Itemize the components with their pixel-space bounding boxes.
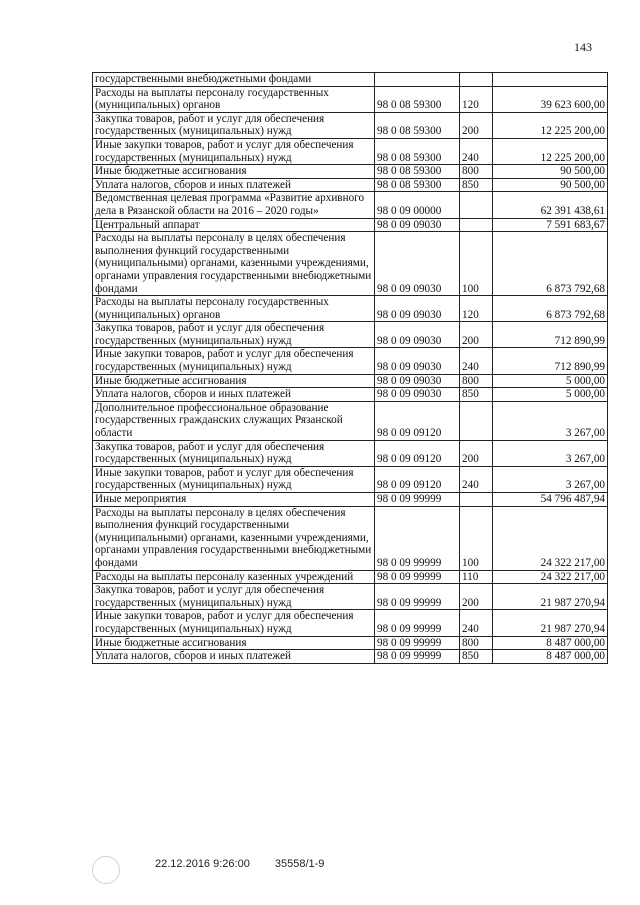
row-type: 100 bbox=[460, 506, 493, 570]
footer-doc-id: 35558/1-9 bbox=[274, 858, 325, 870]
row-code: 98 0 09 09030 bbox=[375, 218, 460, 232]
row-name: Уплата налогов, сборов и иных платежей bbox=[93, 388, 375, 402]
table-row bbox=[93, 232, 608, 296]
table-row bbox=[93, 86, 608, 112]
table-row bbox=[93, 296, 608, 322]
row-code bbox=[375, 73, 460, 87]
row-amount: 21 987 270,94 bbox=[493, 610, 608, 636]
table-row bbox=[93, 493, 608, 507]
row-code: 98 0 09 99999 bbox=[375, 506, 460, 570]
table-row bbox=[93, 570, 608, 584]
row-amount: 7 591 683,67 bbox=[493, 218, 608, 232]
row-type: 240 bbox=[460, 610, 493, 636]
row-type: 200 bbox=[460, 112, 493, 138]
row-amount: 712 890,99 bbox=[493, 348, 608, 374]
budget-table-body bbox=[93, 73, 608, 664]
row-amount: 21 987 270,94 bbox=[493, 584, 608, 610]
table-row bbox=[93, 650, 608, 664]
table-row bbox=[93, 348, 608, 374]
row-amount: 3 267,00 bbox=[493, 440, 608, 466]
row-code: 98 0 09 09030 bbox=[375, 296, 460, 322]
table-row bbox=[93, 466, 608, 492]
row-code: 98 0 09 99999 bbox=[375, 570, 460, 584]
row-code: 98 0 09 09030 bbox=[375, 388, 460, 402]
row-code: 98 0 08 59300 bbox=[375, 165, 460, 179]
table-row bbox=[93, 636, 608, 650]
row-code: 98 0 08 59300 bbox=[375, 138, 460, 164]
row-amount: 3 267,00 bbox=[493, 466, 608, 492]
row-name: государственными внебюджетными фондами bbox=[93, 73, 375, 87]
row-name: Дополнительное профессиональное образование государственных гражданских служащих Рязанской области bbox=[93, 401, 375, 440]
row-code: 98 0 09 09030 bbox=[375, 322, 460, 348]
row-name: Центральный аппарат bbox=[93, 218, 375, 232]
row-amount: 39 623 600,00 bbox=[493, 86, 608, 112]
row-name: Уплата налогов, сборов и иных платежей bbox=[93, 178, 375, 192]
seal-stamp bbox=[92, 856, 120, 884]
page-number: 143 bbox=[574, 40, 592, 54]
row-amount: 6 873 792,68 bbox=[493, 232, 608, 296]
row-code: 98 0 09 99999 bbox=[375, 610, 460, 636]
row-name: Ведомственная целевая программа «Развитие архивного дела в Рязанской области на 2016 – 2020 годы» bbox=[93, 192, 375, 218]
row-name: Расходы на выплаты персоналу в целях обеспечения выполнения функций государственными (муниципальными) органами, казенными учреждениями, органами управления государственными внебюджетными фондами bbox=[93, 506, 375, 570]
row-name: Закупка товаров, работ и услуг для обеспечения государственных (муниципальных) нужд bbox=[93, 440, 375, 466]
row-type: 850 bbox=[460, 178, 493, 192]
row-amount: 5 000,00 bbox=[493, 374, 608, 388]
row-type: 850 bbox=[460, 650, 493, 664]
table-row bbox=[93, 192, 608, 218]
row-type: 200 bbox=[460, 322, 493, 348]
table-row bbox=[93, 610, 608, 636]
row-code: 98 0 09 09120 bbox=[375, 401, 460, 440]
table-row bbox=[93, 112, 608, 138]
footer bbox=[155, 858, 346, 870]
table-row bbox=[93, 388, 608, 402]
row-name: Иные закупки товаров, работ и услуг для обеспечения государственных (муниципальных) нужд bbox=[93, 466, 375, 492]
row-type: 200 bbox=[460, 584, 493, 610]
row-name: Иные бюджетные ассигнования bbox=[93, 636, 375, 650]
table-row bbox=[93, 165, 608, 179]
table-row bbox=[93, 374, 608, 388]
row-type: 110 bbox=[460, 570, 493, 584]
row-code: 98 0 09 09030 bbox=[375, 374, 460, 388]
row-amount: 24 322 217,00 bbox=[493, 506, 608, 570]
table-row bbox=[93, 440, 608, 466]
row-type: 850 bbox=[460, 388, 493, 402]
row-name: Закупка товаров, работ и услуг для обеспечения государственных (муниципальных) нужд bbox=[93, 584, 375, 610]
table-row bbox=[93, 73, 608, 87]
row-amount bbox=[493, 73, 608, 87]
row-type: 240 bbox=[460, 138, 493, 164]
row-name: Расходы на выплаты персоналу государственных (муниципальных) органов bbox=[93, 296, 375, 322]
row-code: 98 0 09 00000 bbox=[375, 192, 460, 218]
row-code: 98 0 09 09030 bbox=[375, 348, 460, 374]
row-name: Закупка товаров, работ и услуг для обеспечения государственных (муниципальных) нужд bbox=[93, 322, 375, 348]
row-amount: 5 000,00 bbox=[493, 388, 608, 402]
row-type: 800 bbox=[460, 165, 493, 179]
row-code: 98 0 09 99999 bbox=[375, 584, 460, 610]
row-type bbox=[460, 218, 493, 232]
row-type: 120 bbox=[460, 296, 493, 322]
table-row bbox=[93, 218, 608, 232]
row-name: Иные закупки товаров, работ и услуг для обеспечения государственных (муниципальных) нужд bbox=[93, 348, 375, 374]
row-name: Иные закупки товаров, работ и услуг для обеспечения государственных (муниципальных) нужд bbox=[93, 610, 375, 636]
row-type: 240 bbox=[460, 466, 493, 492]
row-amount: 62 391 438,61 bbox=[493, 192, 608, 218]
row-code: 98 0 09 99999 bbox=[375, 636, 460, 650]
row-code: 98 0 09 09120 bbox=[375, 466, 460, 492]
row-name: Закупка товаров, работ и услуг для обеспечения государственных (муниципальных) нужд bbox=[93, 112, 375, 138]
row-amount: 6 873 792,68 bbox=[493, 296, 608, 322]
row-type: 240 bbox=[460, 348, 493, 374]
table-row bbox=[93, 506, 608, 570]
row-code: 98 0 08 59300 bbox=[375, 86, 460, 112]
table-row bbox=[93, 401, 608, 440]
row-name: Расходы на выплаты персоналу казенных учреждений bbox=[93, 570, 375, 584]
row-type: 200 bbox=[460, 440, 493, 466]
row-name: Иные мероприятия bbox=[93, 493, 375, 507]
row-amount: 8 487 000,00 bbox=[493, 636, 608, 650]
row-type bbox=[460, 73, 493, 87]
footer-datetime: 22.12.2016 9:26:00 bbox=[155, 858, 250, 870]
table-row bbox=[93, 178, 608, 192]
row-type: 800 bbox=[460, 374, 493, 388]
row-code: 98 0 08 59300 bbox=[375, 112, 460, 138]
row-type bbox=[460, 401, 493, 440]
table-row bbox=[93, 584, 608, 610]
row-name: Иные бюджетные ассигнования bbox=[93, 165, 375, 179]
row-amount: 24 322 217,00 bbox=[493, 570, 608, 584]
budget-table bbox=[92, 72, 608, 664]
row-name: Иные закупки товаров, работ и услуг для обеспечения государственных (муниципальных) нужд bbox=[93, 138, 375, 164]
row-type bbox=[460, 192, 493, 218]
row-amount: 12 225 200,00 bbox=[493, 112, 608, 138]
row-name: Расходы на выплаты персоналу в целях обеспечения выполнения функций государственными (муниципальными) органами, казенными учреждениями, органами управления государственными внебюджетными фондами bbox=[93, 232, 375, 296]
row-type: 120 bbox=[460, 86, 493, 112]
row-code: 98 0 09 99999 bbox=[375, 493, 460, 507]
row-name: Уплата налогов, сборов и иных платежей bbox=[93, 650, 375, 664]
row-name: Расходы на выплаты персоналу государственных (муниципальных) органов bbox=[93, 86, 375, 112]
table-row bbox=[93, 138, 608, 164]
row-code: 98 0 08 59300 bbox=[375, 178, 460, 192]
row-code: 98 0 09 09030 bbox=[375, 232, 460, 296]
row-code: 98 0 09 09120 bbox=[375, 440, 460, 466]
row-amount: 54 796 487,94 bbox=[493, 493, 608, 507]
row-amount: 90 500,00 bbox=[493, 178, 608, 192]
row-type: 800 bbox=[460, 636, 493, 650]
row-amount: 712 890,99 bbox=[493, 322, 608, 348]
row-amount: 3 267,00 bbox=[493, 401, 608, 440]
row-amount: 8 487 000,00 bbox=[493, 650, 608, 664]
row-type bbox=[460, 493, 493, 507]
row-name: Иные бюджетные ассигнования bbox=[93, 374, 375, 388]
row-amount: 90 500,00 bbox=[493, 165, 608, 179]
row-code: 98 0 09 99999 bbox=[375, 650, 460, 664]
table-row bbox=[93, 322, 608, 348]
row-type: 100 bbox=[460, 232, 493, 296]
row-amount: 12 225 200,00 bbox=[493, 138, 608, 164]
